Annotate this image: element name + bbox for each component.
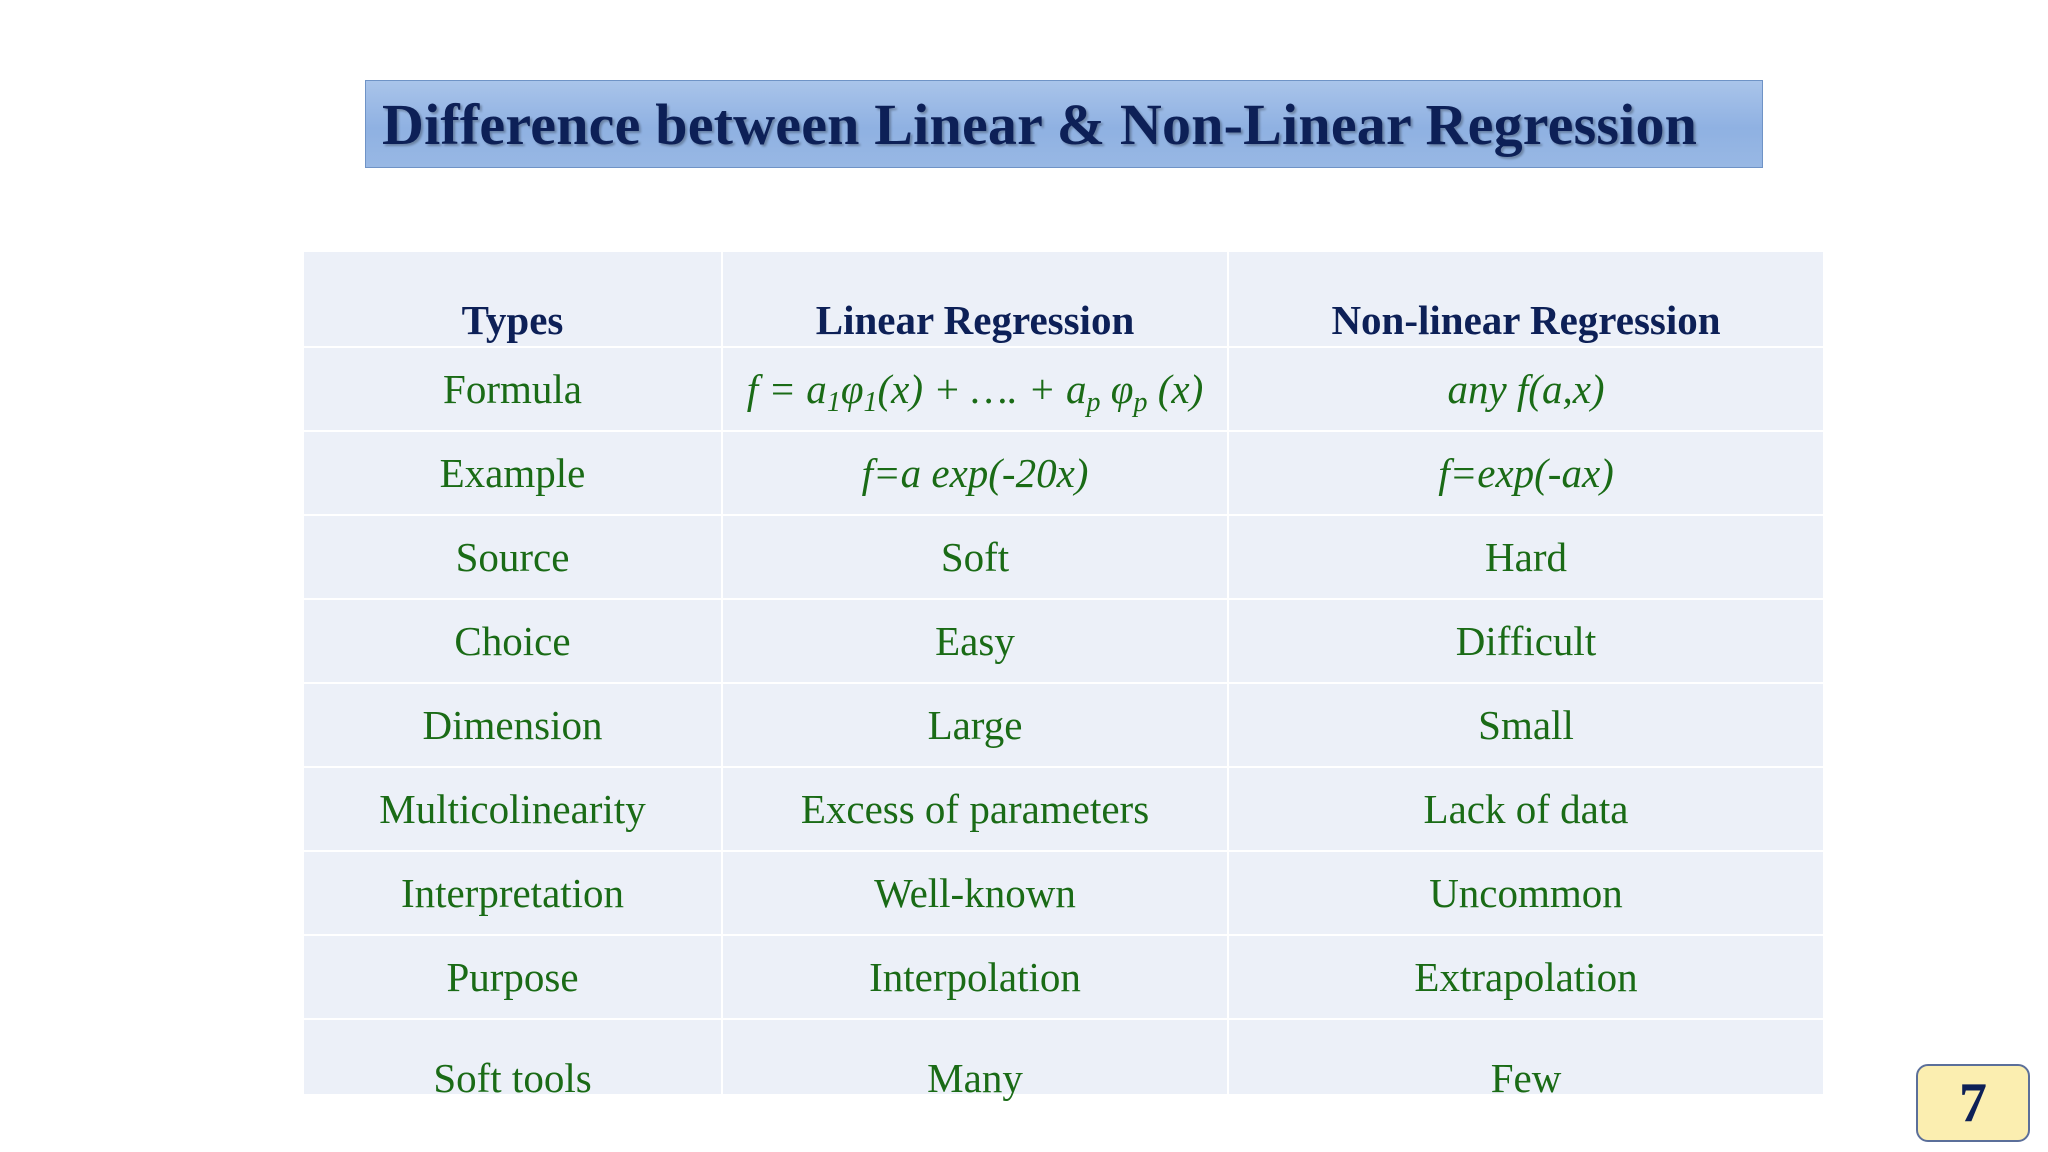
formula-part: φ [840,366,864,412]
formula-subscript: 1 [826,387,841,418]
cell-linear: Easy [722,599,1228,683]
slide-title: Difference between Linear & Non-Linear Regression [382,91,1698,157]
table-row-example [304,431,1823,515]
cell-type: Purpose [304,935,722,1019]
cell-type: Dimension [304,683,722,767]
table-header-row [304,252,1823,347]
cell-type: Interpretation [304,851,722,935]
table-row [304,683,1823,767]
cell-nonlinear: Uncommon [1228,851,1823,935]
cell-linear: Soft [722,515,1228,599]
table-row [304,1019,1823,1104]
table-row-formula [304,347,1823,431]
formula-subscript: p [1133,387,1148,418]
cell-linear: Many [722,1019,1228,1104]
cell-linear: Interpolation [722,935,1228,1019]
formula-subscript: 1 [863,387,878,418]
cell-linear-formula [722,347,1228,431]
formula-part: (x) [1147,366,1204,412]
table-row [304,767,1823,851]
cell-nonlinear: Hard [1228,515,1823,599]
cell-nonlinear: Lack of data [1228,767,1823,851]
header-linear-regression: Linear Regression [722,252,1228,347]
formula-part: (x) + …. + a [877,366,1087,412]
header-nonlinear-regression: Non-linear Regression [1228,252,1823,347]
formula-part: φ [1100,366,1134,412]
table-row [304,935,1823,1019]
cell-nonlinear-formula: any f(a,x) [1228,347,1823,431]
page-number: 7 [1959,1072,1987,1134]
formula-subscript: p [1086,387,1101,418]
table-row [304,515,1823,599]
header-types: Types [304,252,722,347]
cell-type: Source [304,515,722,599]
cell-nonlinear-example: f=exp(-ax) [1228,431,1823,515]
cell-type: Formula [304,347,722,431]
page-number-badge [1916,1064,2030,1142]
cell-type: Choice [304,599,722,683]
cell-linear: Well-known [722,851,1228,935]
cell-nonlinear: Few [1228,1019,1823,1104]
table-row [304,599,1823,683]
cell-type: Multicolinearity [304,767,722,851]
cell-type: Soft tools [304,1019,722,1104]
slide-title-box [365,80,1763,168]
cell-linear: Large [722,683,1228,767]
comparison-table [304,252,1823,1101]
formula-part: f = a [746,366,827,412]
table-row [304,851,1823,935]
cell-nonlinear: Small [1228,683,1823,767]
comparison-table-grid [304,252,1823,1104]
cell-linear: Excess of parameters [722,767,1228,851]
cell-nonlinear: Extrapolation [1228,935,1823,1019]
cell-nonlinear: Difficult [1228,599,1823,683]
cell-type: Example [304,431,722,515]
cell-linear-example: f=a exp(-20x) [722,431,1228,515]
